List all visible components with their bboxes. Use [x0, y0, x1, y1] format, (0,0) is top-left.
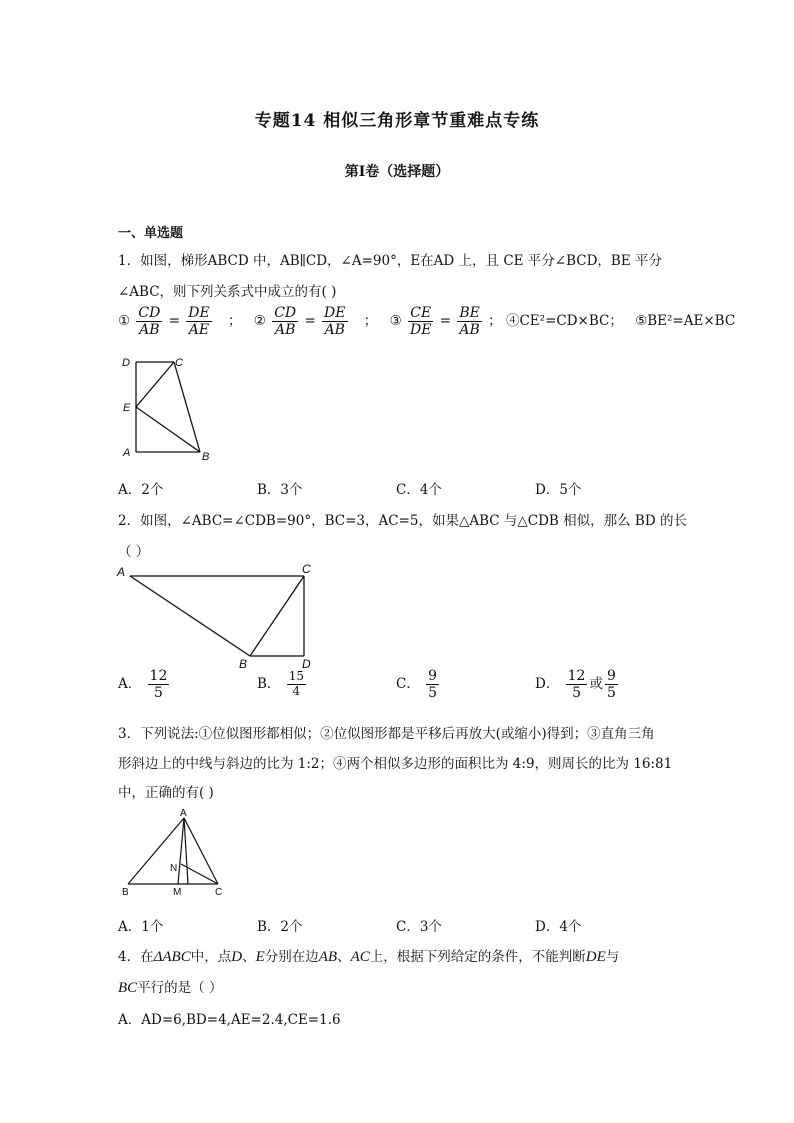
q4-segment-bc: BC [118, 980, 138, 996]
label-c: C [215, 887, 223, 898]
q4-line1 [118, 945, 619, 966]
q4-point-e: E [255, 949, 265, 965]
label-a: A [117, 565, 126, 579]
page-title: 专题14 相似三角形章节重难点专练 [254, 111, 540, 131]
separator: ； [488, 313, 502, 330]
q1-relations [118, 305, 735, 338]
q1-fraction-6: $\frac{BE}{AB}$ [459, 305, 480, 339]
q3-line3: 中，正确的有( ) [118, 785, 214, 801]
separator: ； [363, 313, 378, 330]
q4-triangle-symbol: ΔABC [153, 949, 191, 965]
q4-side-ac: AC [350, 949, 370, 965]
q4-text: 分别在边 [264, 949, 319, 965]
q1-item1-number: ① [118, 313, 131, 330]
q4-option-a[interactable]: A．AD=6,BD=4,AE=2.4,CE=1.6 [118, 1012, 341, 1028]
q4-text: 上，根据下列给定的条件，不能判断 [369, 949, 586, 965]
q4-line2 [118, 976, 222, 997]
segment-ab [130, 576, 250, 656]
segment-am [178, 818, 184, 884]
q1-line2: ∠ABC，则下列关系式中成立的有( ) [118, 284, 337, 300]
equals-sign: = [304, 313, 316, 330]
label-a: A [123, 447, 131, 459]
label-m: M [173, 887, 182, 898]
q2-option-d-fraction-2: $\frac{9}{5}$ [606, 668, 616, 702]
q2-option-b[interactable] [257, 670, 308, 699]
equals-sign: = [439, 313, 452, 330]
q4-text: 中，点 [190, 949, 232, 965]
q3-option-c[interactable]: C．3个 [396, 919, 442, 935]
label-e: E [123, 402, 131, 414]
option-prefix: A． [118, 676, 142, 693]
q2-option-d-fraction-1: $\frac{12}{5}$ [567, 668, 586, 702]
q4-point-d: D [231, 949, 243, 965]
q1-trapezoid-figure [118, 352, 218, 464]
q1-option-b[interactable]: B．3个 [257, 482, 303, 498]
q2-option-b-fraction: $\frac{15}{4}$ [288, 669, 304, 698]
q4-text: 、 [337, 949, 351, 965]
q1-fraction-5: $\frac{CE}{DE}$ [410, 305, 432, 339]
option-prefix: C． [396, 676, 420, 693]
segment-eb [136, 407, 200, 452]
segment-ec [136, 362, 174, 407]
q2-option-a-fraction: $\frac{12}{5}$ [149, 668, 168, 702]
q2-line1: 2．如图，∠ABC=∠CDB=90°，BC=3，AC=5，如果△ABC 与△CDB 相似，那么 BD 的长 [118, 513, 687, 529]
q4-text: 与 [605, 949, 620, 965]
q1-fraction-2: $\frac{DE}{AE}$ [188, 305, 210, 339]
q4-segment-de: DE [585, 949, 606, 965]
q4-text: 、 [242, 949, 256, 965]
q1-option-d[interactable]: D．5个 [535, 482, 582, 498]
or-text: 或 [589, 676, 603, 693]
q3-option-b[interactable]: B．2个 [257, 919, 303, 935]
q3-option-a[interactable]: A．1个 [118, 919, 164, 935]
q1-item5: ⑤BE²=AE×BC [635, 313, 736, 330]
q4-text: 平行的是（ ） [137, 980, 223, 996]
page-subtitle: 第I卷（选择题） [344, 164, 450, 180]
segment-altitude [184, 818, 188, 884]
label-c: C [302, 562, 311, 576]
q3-line1: 3．下列说法:①位似图形都相似；②位似图形都是平移后再放大(或缩小)得到；③直角三角 [118, 726, 655, 742]
q1-fraction-3: $\frac{CD}{AB}$ [274, 305, 297, 339]
label-b: B [202, 451, 210, 463]
section-heading: 一、单选题 [118, 226, 184, 241]
segment-bc [250, 576, 304, 656]
q2-option-c-fraction: $\frac{9}{5}$ [428, 668, 438, 702]
segment-ab [128, 818, 184, 884]
q1-item2-number: ② [253, 313, 266, 330]
label-d: D [302, 657, 311, 671]
q2-triangle-figure [116, 562, 324, 672]
q1-fraction-4: $\frac{DE}{AB}$ [324, 305, 346, 339]
label-n: N [170, 863, 178, 874]
q1-fraction-1: $\frac{CD}{AB}$ [138, 305, 161, 339]
q4-side-ab: AB [318, 949, 338, 965]
q2-option-d[interactable] [535, 668, 620, 701]
label-b: B [239, 657, 248, 671]
q3-line2: 形斜边上的中线与斜边的比为 1:2；④两个相似多边形的面积比为 4:9，则周长的比为 16:81 [118, 756, 673, 772]
q1-option-c[interactable]: C．4个 [396, 482, 442, 498]
label-a: A [180, 808, 187, 819]
q3-option-d[interactable]: D．4个 [535, 919, 582, 935]
q1-line1: 1．如图，梯形ABCD 中，AB∥CD，∠A=90°，E在AD 上，且 CE 平分∠BCD，BE 平分 [118, 253, 663, 269]
q2-option-a[interactable] [118, 668, 171, 701]
q2-line2: （ ） [118, 544, 150, 560]
separator: ； [228, 313, 242, 330]
label-d: D [122, 357, 130, 369]
segment-cb [174, 362, 200, 452]
option-prefix: B． [257, 675, 281, 692]
q3-triangle-figure [116, 806, 236, 900]
q4-prefix: 4．在 [118, 949, 154, 965]
label-b: B [122, 887, 129, 898]
segment-ac [184, 818, 218, 884]
q1-item4: ④CE²=CD×BC； [505, 313, 623, 330]
q1-option-a[interactable]: A．2个 [118, 482, 164, 498]
q2-option-c[interactable] [396, 668, 441, 701]
q1-item3-number: ③ [389, 313, 402, 330]
option-prefix: D． [535, 676, 560, 693]
label-c: C [175, 357, 183, 369]
equals-sign: = [168, 313, 180, 330]
